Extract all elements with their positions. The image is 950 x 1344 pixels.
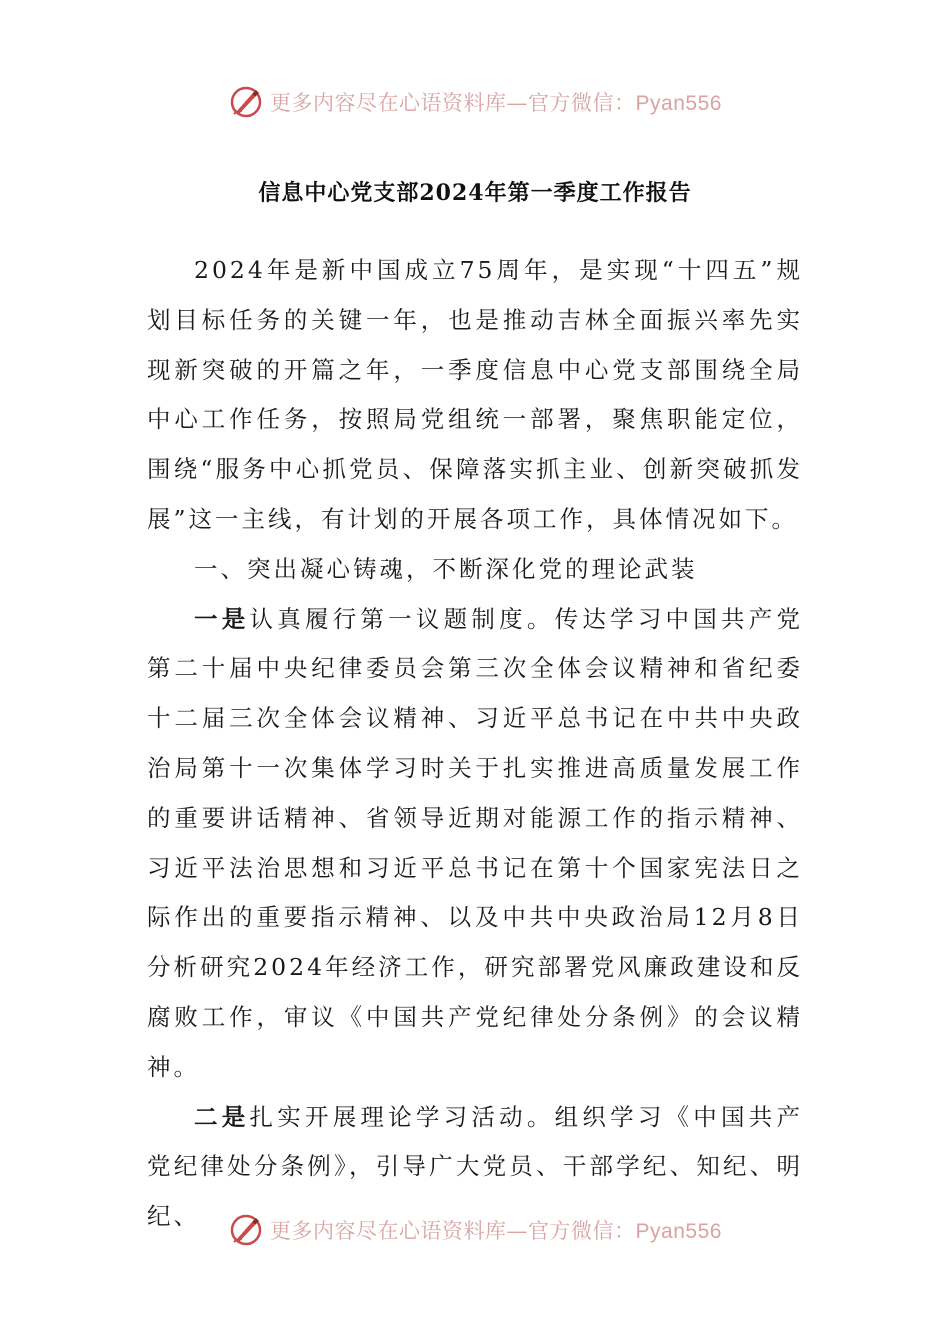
watermark-banner-top: [0, 80, 950, 124]
item-text-2: 扎实开展理论学习活动。组织学习《中国共产党纪律处分条例》，引导广大党员、干部学纪、知纪、明纪、: [147, 1102, 804, 1231]
item-lead-1: 一是: [194, 604, 250, 633]
intro-paragraph: 2024年是新中国成立75周年，是实现“十四五”规划目标任务的关键一年，也是推动吉林全面振兴率先实现新突破的开篇之年，一季度信息中心党支部围绕全局中心工作任务，按照局党组统一部署，聚焦职能定位，围绕“服务中心抓党员、保障落实抓主业、创新突破抓发展”这一主线，有计划的开展各项工作，具体情况如下。: [147, 256, 803, 533]
section-heading: 一、突出凝心铸魂，不断深化党的理论武装: [194, 554, 698, 583]
pen-logo-icon: [228, 1212, 264, 1248]
document-body: [147, 246, 803, 1242]
item-text-1: 认真履行第一议题制度。传达学习中国共产党第二十届中央纪律委员会第三次全体会议精神和省纪委十二届三次全体会议精神、习近平总书记在中共中央政治局第十一次集体学习时关于扎实推进高质量发展工作的重要讲话精神、省领导近期对能源工作的指示精神、习近平法治思想和习近平总书记在第十个国家宪法日之际作出的重要指示精神、以及中共中央政治局12月8日分析研究2024年经济工作，研究部署党风廉政建设和反腐败工作，审议《中国共产党纪律处分条例》的会议精神。: [147, 604, 804, 1081]
item-paragraph-1: [147, 595, 803, 1093]
wechat-id: Pyan556: [635, 1220, 722, 1243]
watermark-banner-bottom: [0, 1208, 950, 1252]
watermark-text: 更多内容尽在心语资料库—官方微信：Pyan556: [270, 1219, 722, 1243]
watermark-text: 更多内容尽在心语资料库—官方微信：Pyan556: [270, 91, 722, 115]
wechat-id: Pyan556: [635, 92, 722, 115]
item-lead-2: 二是: [194, 1102, 250, 1131]
pen-logo-icon: [228, 84, 264, 120]
document-title: 信息中心党支部2024年第一季度工作报告: [258, 180, 692, 206]
